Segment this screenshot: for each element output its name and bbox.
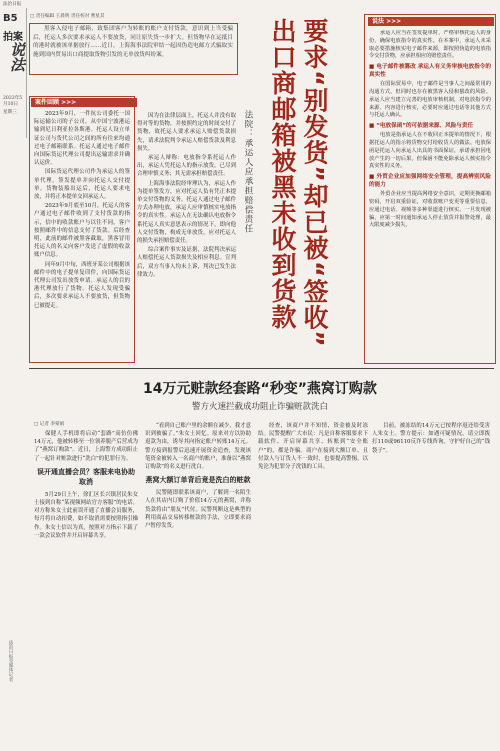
lower-col-4 xyxy=(372,422,490,745)
issue-date: 2023年5月10日 xyxy=(3,96,23,107)
issue-weekday: 星期三 xyxy=(3,110,17,115)
case-paragraph: 2023年9月，一件抗公司委托一国际运输公司的子公司，从中国宁波港运输到尼日利亚拉各斯港。托运人设立单证公司与货代公司之间的所有往来均通过电子邮箱联系。托运人通过电子邮件向国际货运代理公司提出运输需求并确认运价。 xyxy=(34,111,130,167)
mid-paragraph: 综合案件事实及证据，法院判决承运人赔偿托运人货款损失及相应利息。宣判后，双方当事人均未上诉，判决已发生法律效力。 xyxy=(137,247,236,278)
mid-column-text xyxy=(137,112,236,357)
top-logo: 法治日报 xyxy=(3,2,22,7)
comment-subhead: ■ 外贸企业应加强网络安全管理，提高辨别风险的能力 xyxy=(369,174,491,189)
lower-subheadline: 警方火速拦截成功阻止诈骗赃款洗白 xyxy=(191,402,328,412)
comment-subhead: ■ “电放保函”的可依据来源、风险与责任 xyxy=(369,123,474,130)
comment-paragraph: 电放是指承运人在不收回正本提单的情况下，根据托运人的指示将货物交付给收货人的做法。电放保函是托运人向承运人出具的书面保证，承诺承担因电放产生的一切后果。但保函不能免除承运人核实指令真实性的义务。 xyxy=(369,132,491,170)
mid-paragraph: 上海海事法院经审理认为，承运人作为提单签发方，应对托运人负有凭正本提单交付货物的义务。托运人通过电子邮件方式办理电放，承运人应审慎核实电放指令的真实性。承运人在无法确认电放指令系托运人真实意思表示的情况下，即向他人交付货物，构成无单放货，应对托运人的损失承担赔偿责任。 xyxy=(137,180,236,245)
case-paragraph: 国际货运代理公司作为承运人的签单代理，签发提单并向托运人交付提单。货物装船出运后，托运人要求电放，并将正本提单交回承运人。 xyxy=(34,169,130,201)
comment-header: 说法 >>> xyxy=(368,17,494,26)
mid-paragraph: 承运人辩称：电放指令系托运人作出，承运人凭托运人的指示放货，已尽到合理审慎义务；其无需承担赔偿责任。 xyxy=(137,155,236,178)
lower-headline: 14万元赃款经套路“秒变”燕窝订购款 xyxy=(143,381,377,397)
comment-paragraph: 外贸企业应当提高网络安全意识，定期更换邮箱密码，开启双重验证，对收款账户变更等重要信息，应通过电话、视频等多种渠道进行核实。一旦发现被骗，应第一时间通知承运人停止放货并报警处理，最大限度减少损失。 xyxy=(369,191,491,229)
main-headline-side: 法院：承运人应承担赔偿责任 xyxy=(243,110,253,234)
column-name-text: 说法 xyxy=(8,42,26,72)
page-number: B5 xyxy=(3,13,18,24)
lower-col-3 xyxy=(258,422,368,745)
lower-byline: □ 记者 李蒙娟 xyxy=(34,422,65,427)
case-paragraph: 2023年9月底至10月，托运人的客户通过电子邮件收到了支付货款的指示，信中的收款账户与以往不同。客户按照邮件中的信息支付了货款。后经查明，此前的邮件被黑客截取，黑客冒用托运人的名义向客户发送了虚假的收款账户信息。 xyxy=(34,203,130,259)
lower-subhead-2: 燕窝大额订单背后竟是洗白的赃款 xyxy=(145,476,251,485)
editor-line: □ 责任编辑 王晨明 责任校对 曹星其 xyxy=(30,14,105,19)
intro-text xyxy=(33,25,233,71)
story-divider xyxy=(29,368,494,369)
headline-quote: “签收” xyxy=(300,260,329,348)
lower-paragraph: 保健人手机即将启动“套路”高仿仿佛14万元，他被转移至一位领养脱产后营成为了“燕窝订购款”。近日，上海警方成功阻止了一起针对赃款进行“洗白”的犯罪行为。 xyxy=(34,431,138,462)
main-headline-line2: 出口商邮箱被黑未收到货款 xyxy=(268,18,297,330)
mid-paragraph: 因为在法律层面上，托运人并没有取得对等的货物，并按照约定的时间交付了货物，故托运人要求承运人赔偿货款损失，请求法院判令承运人赔偿货款及利息损失。 xyxy=(137,113,236,152)
comment-subhead: ■ 电子邮件被篡改 承运人有义务审核电放指令的真实性 xyxy=(369,64,491,79)
case-paragraph: 同年9月中旬，西班牙某公司根据该邮件中的电子提单复印件，向国际货运代理公司发出放货申请。承运人的目的港代理放行了货物。托运人发现受骗后，多次要求承运人不要放货，但货物已被提走。 xyxy=(34,261,130,309)
headline-part: 却已被 xyxy=(300,182,329,261)
intro-paragraph: 黑客入侵电子邮箱，致集团客户为转账的账户支付货款，意识到上当受骗后，托运人多次要求承运人不要放货，同让原失货一步扩大。但货物早在运抵目的港时就被该单据放行……近日，上海海事法院审结一起因伪造电邮方式骗取实施到国内贸易出口商提取货物引发的无单放货纠纷案。 xyxy=(33,26,233,58)
headline-quote: “别发货” xyxy=(300,70,329,183)
lower-paragraph: 民警随即联系该商户，了解到一名陌生人在其店内订购了价值14万元的燕窝，并称货款将由“朋友”代付。民警判断这是典型的利用商品交易转移赃款的手法，立即要求商户暂停发货。 xyxy=(145,490,251,530)
lower-paragraph: 经查，该商户并不知情，资金被及时冻结。民警提醒广大市民：凡是自称客服要求下载软件、开启屏幕共享、转账到“安全账户”的，都是诈骗。商户在接到大额订单、且付款人与订货人不一致时，也要提高警惕，以免沦为犯罪分子洗钱的工具。 xyxy=(258,423,368,471)
case-text xyxy=(34,110,130,357)
case-header: 案件回顾 >>> xyxy=(31,98,137,107)
lower-subhead-1: 误开通直播会员？客服来电协助取消 xyxy=(37,467,135,486)
comment-paragraph: 在国际贸易中，电子邮件是当事人之间最常用的沟通方式，但同时也存在被黑客入侵和篡改的风险。承运人应当建立完善的电放审核机制，对电放指令的来源、内容进行核实，必要时应通过电话等其他方式与托运人确认。 xyxy=(369,81,491,119)
section-name: 拍案 xyxy=(3,32,23,43)
lower-col-2 xyxy=(145,422,251,745)
sidebar-credit: 法治日报全媒体记者 xyxy=(8,640,13,682)
comment-intro: 承运人应当在签发提单时，严格审核托运人的身份，确保电放指令的真实性。在本案中，承运人未采取必要措施核实电子邮件来源，即按照伪造的电放指令交付货物，应承担相应的赔偿责任。 xyxy=(369,30,491,60)
column-name xyxy=(3,42,25,72)
lower-col-1 xyxy=(34,430,138,745)
lower-paragraph: 5月29日上午，徐汇区长兴镇居民朱女士接到自称“某视频网站官方客服”的电话。对方称朱女士此前误开通了直播会员服务，每月将自动扣费，如不取消需要按照指引操作。朱女士信以为真，按照对方指示下载了一款会议软件并开启屏幕共享。 xyxy=(34,491,138,539)
headline-part: 要求 xyxy=(300,18,329,70)
lower-paragraph: 目前，被冻结的14万元已按程序返还给受害人朱女士。警方提示：如遇可疑情况，请立即拨打110或96110反诈专线咨询，守护好自己的“钱袋子”。 xyxy=(372,423,490,454)
masthead-divider xyxy=(26,8,27,138)
comment-text xyxy=(369,30,491,358)
main-headline-line1 xyxy=(300,18,328,348)
lower-paragraph: “看到自己账户里的余额在减少，我才意识到被骗了。”朱女士回忆。原来对方以协助退款为由，诱导其向指定账户转账14万元。警方接到报警后迅速开展资金追查，发现该笔资金被转入一名商户的账户，准备以“燕窝订购款”的名义进行洗白。 xyxy=(145,423,251,471)
